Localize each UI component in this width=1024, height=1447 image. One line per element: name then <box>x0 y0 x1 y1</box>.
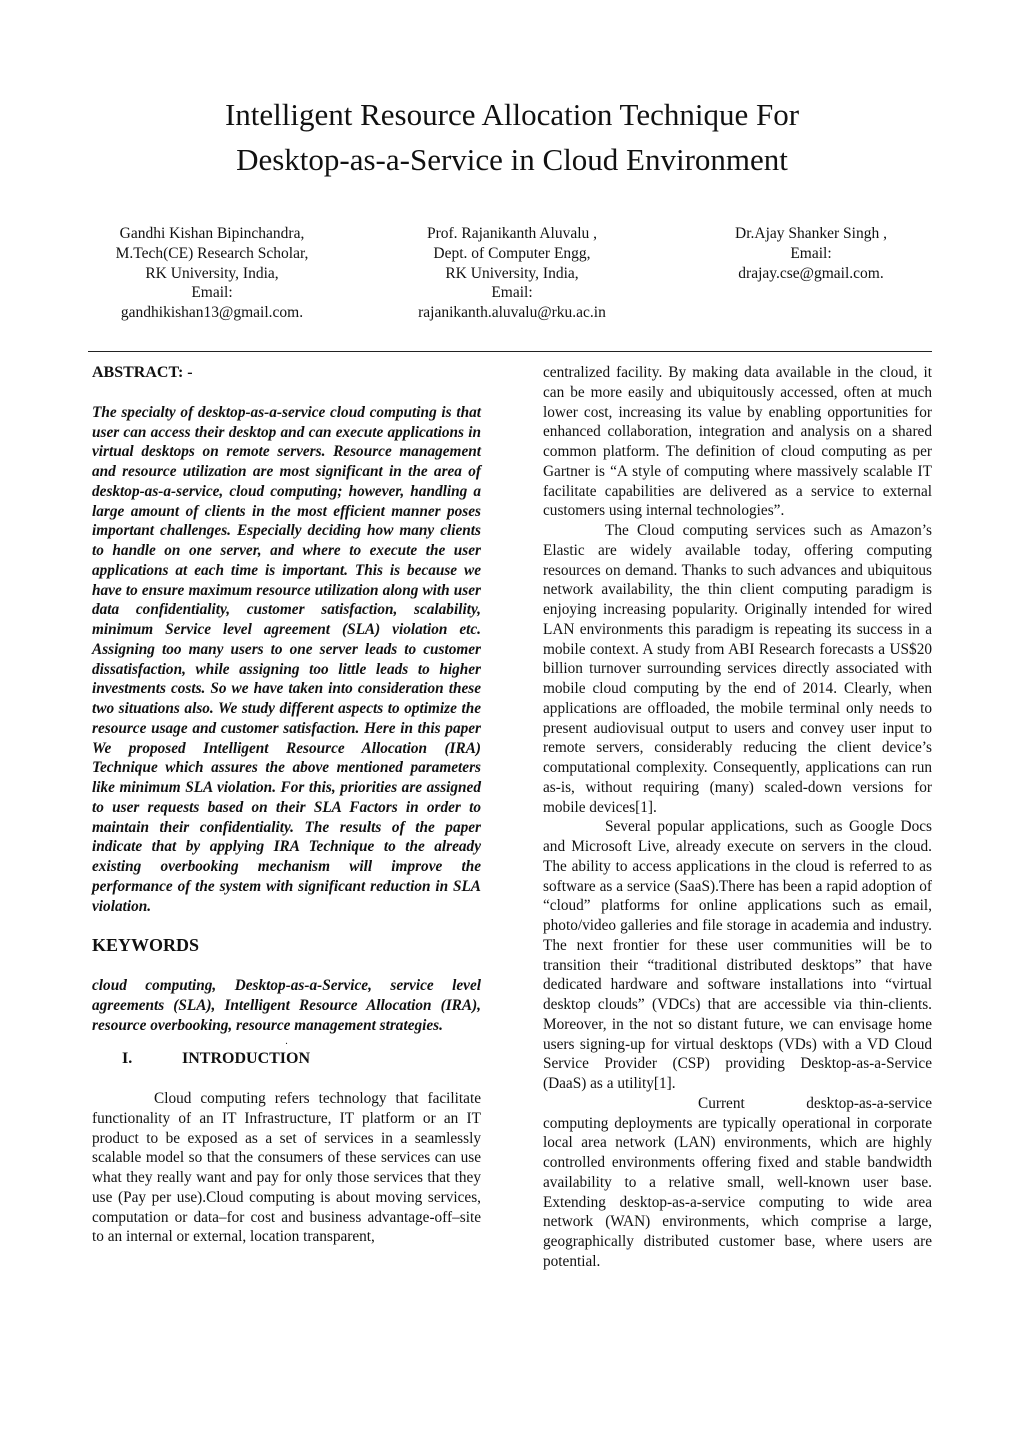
author-2-dept: Dept. of Computer Engg, <box>433 244 591 262</box>
author-2-name: Prof. Rajanikanth Aluvalu , <box>426 225 598 242</box>
right-column <box>543 363 932 1272</box>
intro-paragraph-4: Current desktop-as-a-service computing deployments are typically operational in corporate local area network (LAN) environments, which are highly controlled environments offering fixed and stable bandwidth availability to a relative small, well-known user base. Extending desktop-as-a-service computing to wide area network (WAN) environments, which comprise a large, geographically distributed customer base, where users are potential. <box>543 1094 932 1270</box>
author-3-email-label: Email: <box>790 244 832 262</box>
intro-paragraph-continued: centralized facility. By making data available in the cloud, it can be more easily and ubiquitously accessed, often at much lower cost, increasing its value by enabling opportunities for enhanced collaboration, integration and analysis on a shared common platform. The definition of cloud computing as per Gartner is “A style of computing where massively scalable IT facilitate capabilities are delivered as a service to external customers using internal technologies”. <box>543 364 932 520</box>
author-1-email-label: Email: <box>191 284 233 302</box>
author-1-name: Gandhi Kishan Bipinchandra, <box>119 225 305 242</box>
author-3-name: Dr.Ajay Shanker Singh , <box>735 225 887 242</box>
author-2-affiliation: RK University, India, <box>445 264 579 282</box>
left-column <box>92 363 481 1247</box>
abstract-heading: ABSTRACT: - <box>92 364 193 381</box>
author-1-role: M.Tech(CE) Research Scholar, <box>115 244 309 262</box>
section-number: I. <box>122 1050 133 1068</box>
intro-paragraph-3: Several popular applications, such as Google Docs and Microsoft Live, already execute on servers in the cloud. The ability to access applications in the cloud is referred to as software as a service (SaaS).There has been a rapid adoption of “cloud” platforms for online applications such as email, photo/video galleries and file storage in academia and industry. The next frontier for these user communities will be to transition their “traditional distributed desktops” that have dedicated hardware and software installations into “virtual desktop clouds” (VDCs) that are accessible via thin-clients. Moreover, in the not so distant future, we can envisage home users signing-up for virtual desktops (VDs) with a VD Cloud Service Provider (CSP) providing Desktop-as-a-Service (DaaS) as a utility[1]. <box>543 818 932 1092</box>
title-line-1: Intelligent Resource Allocation Technique For <box>224 97 800 132</box>
keywords-text: cloud computing, Desktop-as-a-Service, service level agreements (SLA), Intelligent Resource Allocation (IRA), resource overbooking, resource management strategies. <box>92 977 481 1034</box>
intro-paragraph-2: The Cloud computing services such as Amazon’s Elastic are widely available today, offering computing resources on demand. Thanks to such advances and ubiquitous network availability, the thin client computing paradigm is enjoying increasing popularity. Originally intended for wired LAN environments this paradigm is repeating its success in a mobile context. A study from ABI Research forecasts a US$20 billion turnover surrounding services directly associated with mobile cloud computing by the end of 2014. Clearly, when applications are offloaded, the mobile terminal only needs to present audiovisual output to users and convey user input to remote servers, considerably reducing the client device’s computational complexity. Consequently, applications can run as-is, without requiring (many) scaled-down versions for mobile devices[1]. <box>543 522 932 816</box>
author-2-email-label: Email: <box>491 284 533 302</box>
author-1-email: gandhikishan13@gmail.com. <box>120 304 304 322</box>
paper-title <box>0 92 1024 182</box>
author-block-1 <box>62 224 362 323</box>
section-title: INTRODUCTION <box>182 1050 311 1068</box>
separator-dot: . <box>285 1036 288 1048</box>
abstract-text: The specialty of desktop-as-a-service cloud computing is that user can access their desktop and can execute applications in virtual desktops on remote servers. Resource management and resource utilization are most significant in the area of desktop-as-a-service, cloud computing; however, handling a large amount of clients in the most efficient manner poses important challenges. Especially deciding how many clients to handle on one server, and where to execute the user applications at each time is important. This is because we have to ensure maximum resource utilization along with user data confidentiality, customer satisfaction, scalability, minimum Service level agreement (SLA) violation etc. Assigning too many users to one server leads to customer dissatisfaction, while assigning too little leads to higher investments costs. So we have taken into consideration these two situations also. We study different aspects to optimize the resource usage and customer satisfaction. Here in this paper We proposed Intelligent Resource Allocation (IRA) Technique which assures the above mentioned parameters like minimum SLA violation. For this, priorities are assigned to user requests based on their SLA Factors in order to maintain their confidentiality. The results of the paper indicate that by applying IRA Technique to the already existing overbooking mechanism will improve the performance of the system with significant reduction in SLA violation. <box>92 403 481 915</box>
author-2-email: rajanikanth.aluvalu@rku.ac.in <box>418 304 606 322</box>
author-3-email: drajay.cse@gmail.com. <box>738 264 884 282</box>
title-line-2: Desktop-as-a-Service in Cloud Environment <box>236 142 788 177</box>
intro-paragraph-1: Cloud computing refers technology that facilitate functionality of an IT Infrastructure, IT platform or an IT product to be exposed as a set of services in a seamlessly scalable model so that the consumers of these services can use what they really want and pay for only those services that they use (Pay per use).Cloud computing is about moving services, computation or data–for cost and business advantage-off–site to an internal or external, location transparent, <box>92 1090 481 1246</box>
header-divider <box>88 351 932 352</box>
keywords-heading: KEYWORDS <box>92 935 200 956</box>
section-heading <box>92 1049 481 1069</box>
author-1-affiliation: RK University, India, <box>145 264 279 282</box>
author-block-2 <box>362 224 662 323</box>
author-block-3 <box>661 224 961 283</box>
